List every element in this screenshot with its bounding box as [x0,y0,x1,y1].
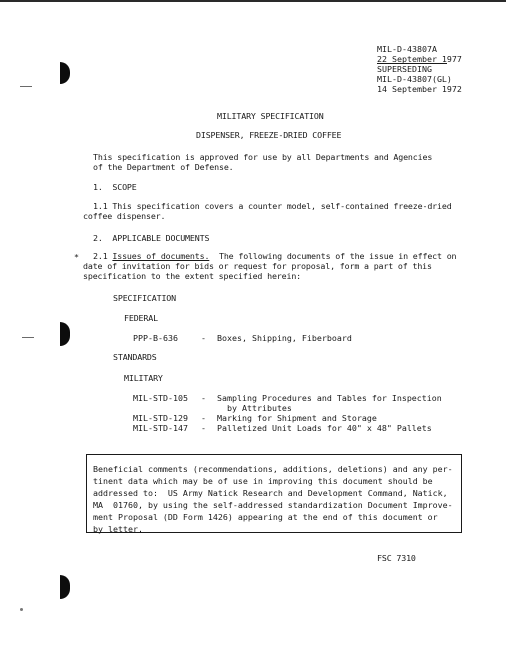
issues-para-line-2: date of invitation for bids or request for proposal, form a part of this [83,261,432,271]
standard-item [133,423,432,433]
standard-title: Marking for Shipment and Storage [217,413,377,423]
doc-id: MIL-D-43807A [377,44,437,54]
document-header [377,44,462,94]
binder-hole-bottom [60,575,70,599]
change-mark: * [74,252,79,262]
issues-subhead: Issues of documents. [112,251,210,261]
standard-code: MIL-STD-105 [133,393,188,403]
notice-line: Beneficial comments (recommendations, additions, deletions) and any per- [93,464,453,474]
applicable-heading: 2. APPLICABLE DOCUMENTS [93,233,210,243]
spec-title: MILITARY SPECIFICATION [217,111,324,121]
notice-line: by letter. [93,524,143,534]
fsc-code: FSC 7310 [377,553,416,563]
notice-line: tinent data which may be of use in improving this document should be [93,476,433,486]
margin-mark [22,337,34,338]
scope-heading: 1. SCOPE [93,182,137,192]
issues-para-line-1 [93,251,456,261]
standard-title-continued: by Attributes [217,403,292,413]
binder-hole-middle [60,322,70,346]
standard-dash: - [201,423,206,433]
standard-title: Palletized Unit Loads for 40" x 48" Pallets [217,423,432,433]
military-label: MILITARY [124,373,163,383]
para-number: 2.1 [93,251,113,261]
spec-subject: DISPENSER, FREEZE-DRIED COFFEE [196,130,342,140]
standard-item [133,413,377,423]
comments-notice-text [93,463,453,535]
notice-line: MA 01760, by using the self-addressed standardization Document Improve- [93,500,453,510]
standard-code: MIL-STD-147 [133,423,188,433]
margin-mark [20,86,32,87]
issues-para-line-3: specification to the extent specified herein: [83,271,302,281]
spec-item [133,333,352,343]
superseded-date: 14 September 1972 [377,84,462,94]
federal-label: FEDERAL [124,313,158,323]
standard-title: Sampling Procedures and Tables for Inspection [217,393,442,403]
binder-hole-top [60,62,70,84]
notice-line: ment Proposal (DD Form 1426) appearing at the end of this document or [93,512,438,522]
superseded-id: MIL-D-43807(GL) [377,74,452,84]
specification-label: SPECIFICATION [113,293,176,303]
top-rule [0,0,506,2]
standard-item [133,393,442,403]
intro-line-1: This specification is approved for use by all Departments and Agencies [93,152,433,162]
scope-para-line-1: 1.1 This specification covers a counter model, self-contained freeze-dried [93,201,452,211]
standards-label: STANDARDS [113,352,157,362]
issues-line-1-rest: The following documents of the issue in effect on [209,251,457,261]
standard-code: MIL-STD-129 [133,413,188,423]
standard-dash: - [201,413,206,423]
margin-speck [20,608,23,611]
scope-para-line-2: coffee dispenser. [83,211,166,221]
spec-dash: - [201,333,206,343]
superseding-label: SUPERSEDING [377,64,432,74]
standard-dash: - [201,393,206,403]
spec-code: PPP-B-636 [133,333,178,343]
intro-line-2: of the Department of Defense. [93,162,234,172]
doc-date: 22 September 1977 [377,54,462,64]
notice-line: addressed to: US Army Natick Research and Development Command, Natick, [93,488,448,498]
spec-item-title: Boxes, Shipping, Fiberboard [217,333,352,343]
